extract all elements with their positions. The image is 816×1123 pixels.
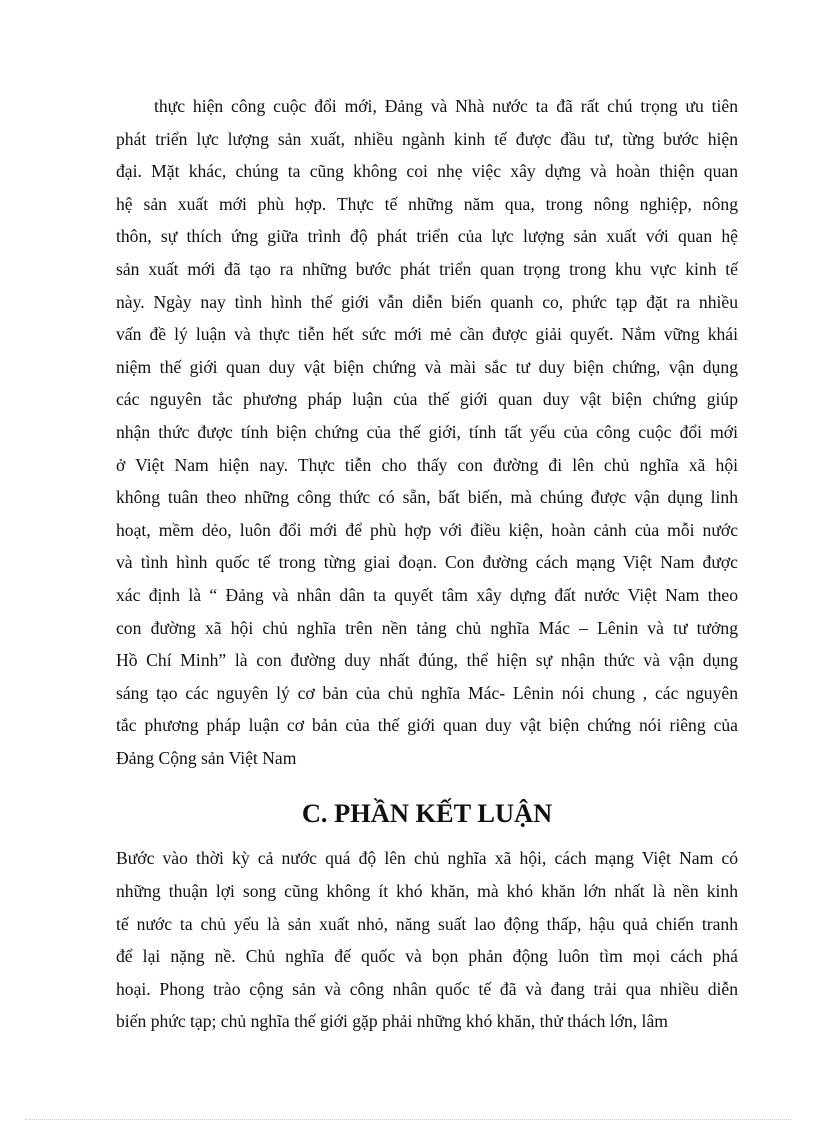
page-bottom-divider	[25, 1119, 791, 1120]
paragraph-line: đại. Mặt khác, chúng ta cũng không coi nhẹ việc xây dựng và hoàn thiện quan	[116, 161, 738, 182]
paragraph-line: niệm thế giới quan duy vật biện chứng và mài sắc tư duy biện chứng, vận dụng	[116, 356, 738, 377]
section-heading: C. PHẦN KẾT LUẬN	[301, 798, 553, 829]
paragraph-line: ở Việt Nam hiện nay. Thực tiễn cho thấy con đường đi lên chủ nghĩa xã hội	[116, 454, 738, 475]
paragraph-line: hoại. Phong trào cộng sản và công nhân quốc tế đã và đang trải qua nhiều diễn	[116, 978, 738, 999]
paragraph-line: Đảng Cộng sản Việt Nam	[116, 747, 297, 768]
paragraph-line: Hồ Chí Minh” là con đường duy nhất đúng, thể hiện sự nhận thức và vận dụng	[116, 650, 738, 671]
paragraph-line: tế nước ta chủ yếu là sản xuất nhỏ, năng suất lao động thấp, hậu quả chiến tranh	[116, 913, 738, 934]
paragraph-line: hoạt, mềm dẻo, luôn đổi mới để phù hợp với điều kiện, hoàn cảnh của mỗi nước	[116, 519, 738, 540]
paragraph-line: sản xuất mới đã tạo ra những bước phát triển quan trọng trong khu vực kinh tế	[116, 258, 738, 279]
paragraph-line: nhận thức được tính biện chứng của thế giới, tính tất yếu của công cuộc đổi mới	[116, 421, 738, 442]
paragraph-line: xác định là “ Đảng và nhân dân ta quyết tâm xây dựng đất nước Việt Nam theo	[116, 584, 738, 605]
paragraph-line: này. Ngày nay tình hình thế giới vẫn diễn biến quanh co, phức tạp đặt ra nhiều	[116, 291, 738, 312]
paragraph-line: không tuân theo những công thức có sẵn, bất biến, mà chúng được vận dụng linh	[116, 487, 738, 508]
paragraph-conclusion	[116, 842, 738, 1038]
paragraph-line: để lại nặng nề. Chủ nghĩa đế quốc và bọn phản động luôn tìm mọi cách phá	[116, 946, 738, 967]
paragraph-renovation	[116, 90, 738, 774]
paragraph-line: những thuận lợi song cũng không ít khó khăn, mà khó khăn lớn nhất là nền kinh	[116, 881, 738, 902]
paragraph-line: tắc phương pháp luận cơ bản của thế giới quan duy vật biện chứng nói riêng của	[116, 715, 738, 736]
paragraph-line: thôn, sự thích ứng giữa trình độ phát triển của lực lượng sản xuất với quan hệ	[116, 226, 738, 247]
paragraph-line: vấn đề lý luận và thực tiễn hết sức mới mẻ cần được giải quyết. Nắm vững khái	[116, 324, 738, 345]
paragraph-line: con đường xã hội chủ nghĩa trên nền tảng chủ nghĩa Mác – Lênin và tư tưởng	[116, 617, 738, 638]
paragraph-line: các nguyên tắc phương pháp luận của thế giới quan duy vật biện chứng giúp	[116, 389, 738, 410]
paragraph-line: và tình hình quốc tế trong từng giai đoạn. Con đường cách mạng Việt Nam được	[116, 552, 738, 573]
paragraph-line: sáng tạo các nguyên lý cơ bản của chủ nghĩa Mác- Lênin nói chung , các nguyên	[116, 682, 738, 703]
document-body	[116, 90, 738, 1038]
paragraph-line: phát triển lực lượng sản xuất, nhiều ngành kinh tế được đầu tư, từng bước hiện	[116, 128, 738, 149]
paragraph-line: thực hiện công cuộc đổi mới, Đảng và Nhà nước ta đã rất chú trọng ưu tiên	[154, 96, 738, 116]
paragraph-line: biến phức tạp; chủ nghĩa thế giới gặp phải những khó khăn, thử thách lớn, lâm	[116, 1011, 668, 1032]
paragraph-line: Bước vào thời kỳ cả nước quá độ lên chủ nghĩa xã hội, cách mạng Việt Nam có	[116, 848, 738, 869]
paragraph-line: hệ sản xuất mới phù hợp. Thực tế những năm qua, trong nông nghiệp, nông	[116, 193, 738, 214]
